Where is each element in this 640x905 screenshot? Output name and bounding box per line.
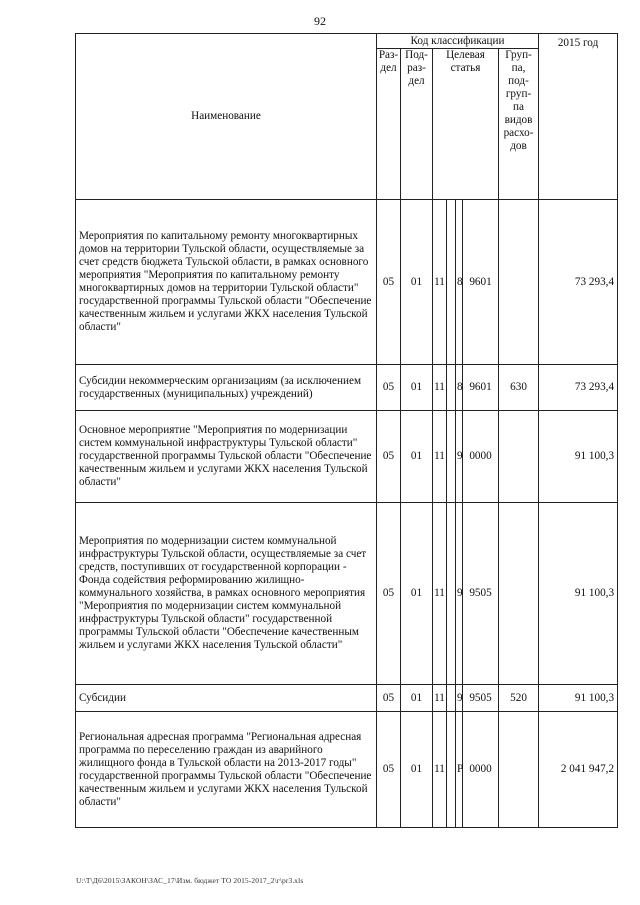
row-target-part1: 11 bbox=[433, 503, 447, 685]
row-target-part4: 9601 bbox=[463, 365, 499, 411]
row-name: Мероприятия по модернизации систем коммунальной инфраструктуры Тульской области, осуществляемые за счет средств, поступивших от государственной корпорации - Фонда содействия реформированию жилищно-коммунального хозяйства, в рамках основного мероприятия "Мероприятия по модернизации систем коммунальной инфраструктуры Тульской области" государственной программы Тульской области "Обеспечение качественным жильем и услугами ЖКХ населения Тульской области" bbox=[76, 503, 377, 685]
row-amount: 73 293,4 bbox=[539, 365, 618, 411]
row-target-part4: 9505 bbox=[463, 685, 499, 712]
header-target-article: Целевая статья bbox=[433, 49, 499, 200]
table-row bbox=[76, 200, 618, 365]
row-expense-group bbox=[499, 503, 539, 685]
row-target-part2 bbox=[447, 685, 456, 712]
table-row bbox=[76, 411, 618, 503]
row-target-part2 bbox=[447, 200, 456, 365]
row-target-part3: 8 bbox=[456, 200, 463, 365]
table-row bbox=[76, 365, 618, 411]
table-row bbox=[76, 503, 618, 685]
row-podrazdel: 01 bbox=[401, 712, 433, 828]
header-razdel: Раз- дел bbox=[377, 49, 401, 200]
footer-file-path: U:\Т\Д6\2015\ЗАКОН\ЗАС_17\Изм. бюджет ТО 2015-2017_2\г\pr3.xls bbox=[76, 876, 304, 885]
page-number: 92 bbox=[314, 14, 326, 28]
row-name: Региональная адресная программа "Региональная адресная программа по переселению граждан из аварийного жилищного фонда в Тульской области на 2013-2017 годы" государственной программы Тульской области "Обеспечение качественным жильем и услугами ЖКХ населения Тульской области" bbox=[76, 712, 377, 828]
row-podrazdel: 01 bbox=[401, 411, 433, 503]
row-target-part3: 8 bbox=[456, 365, 463, 411]
row-razdel: 05 bbox=[377, 200, 401, 365]
row-podrazdel: 01 bbox=[401, 200, 433, 365]
row-target-part4: 0000 bbox=[463, 411, 499, 503]
row-razdel: 05 bbox=[377, 411, 401, 503]
header-expense-group: Груп- па, под- груп- па видов расхо- дов bbox=[499, 49, 539, 200]
row-target-part2 bbox=[447, 503, 456, 685]
table-row bbox=[76, 685, 618, 712]
row-expense-group bbox=[499, 712, 539, 828]
row-razdel: 05 bbox=[377, 365, 401, 411]
row-target-part2 bbox=[447, 712, 456, 828]
row-target-part1: 11 bbox=[433, 685, 447, 712]
row-razdel: 05 bbox=[377, 712, 401, 828]
row-amount: 91 100,3 bbox=[539, 503, 618, 685]
header-name: Наименование bbox=[76, 34, 377, 200]
row-razdel: 05 bbox=[377, 503, 401, 685]
row-amount: 91 100,3 bbox=[539, 685, 618, 712]
row-target-part1: 11 bbox=[433, 411, 447, 503]
row-target-part2 bbox=[447, 411, 456, 503]
row-name: Субсидии некоммерческим организациям (за исключением государственных (муниципальных) учреждений) bbox=[76, 365, 377, 411]
row-target-part3: 9 bbox=[456, 411, 463, 503]
row-podrazdel: 01 bbox=[401, 365, 433, 411]
row-target-part4: 0000 bbox=[463, 712, 499, 828]
row-amount: 91 100,3 bbox=[539, 411, 618, 503]
header-code-classification: Код классификации bbox=[377, 34, 539, 49]
row-target-part1: 11 bbox=[433, 200, 447, 365]
header-year: 2015 год bbox=[539, 34, 618, 200]
row-target-part3: Р bbox=[456, 712, 463, 828]
row-podrazdel: 01 bbox=[401, 503, 433, 685]
row-name: Мероприятия по капитальному ремонту многоквартирных домов на территории Тульской области, осуществляемые за счет средств бюджета Тульской области, в рамках основного мероприятия "Мероприятия по капитальному ремонту многоквартирных домов на территории Тульской области" государственной программы Тульской области "Обеспечение качественным жильем и услугами ЖКХ населения Тульской области" bbox=[76, 200, 377, 365]
row-expense-group bbox=[499, 200, 539, 365]
row-target-part1: 11 bbox=[433, 365, 447, 411]
row-target-part3: 9 bbox=[456, 685, 463, 712]
row-expense-group: 630 bbox=[499, 365, 539, 411]
row-name: Субсидии bbox=[76, 685, 377, 712]
row-target-part1: 11 bbox=[433, 712, 447, 828]
row-amount: 73 293,4 bbox=[539, 200, 618, 365]
row-expense-group: 520 bbox=[499, 685, 539, 712]
budget-table bbox=[75, 33, 618, 828]
row-target-part3: 9 bbox=[456, 503, 463, 685]
row-target-part4: 9601 bbox=[463, 200, 499, 365]
row-podrazdel: 01 bbox=[401, 685, 433, 712]
header-podrazdel: Под- раз- дел bbox=[401, 49, 433, 200]
row-name: Основное мероприятие "Мероприятия по модернизации систем коммунальной инфраструктуры Тульской области" государственной программы Тульской области "Обеспечение качественным жильем и услугами ЖКХ населения Тульской области" bbox=[76, 411, 377, 503]
table-row bbox=[76, 712, 618, 828]
row-razdel: 05 bbox=[377, 685, 401, 712]
row-amount: 2 041 947,2 bbox=[539, 712, 618, 828]
row-target-part4: 9505 bbox=[463, 503, 499, 685]
row-expense-group bbox=[499, 411, 539, 503]
row-target-part2 bbox=[447, 365, 456, 411]
